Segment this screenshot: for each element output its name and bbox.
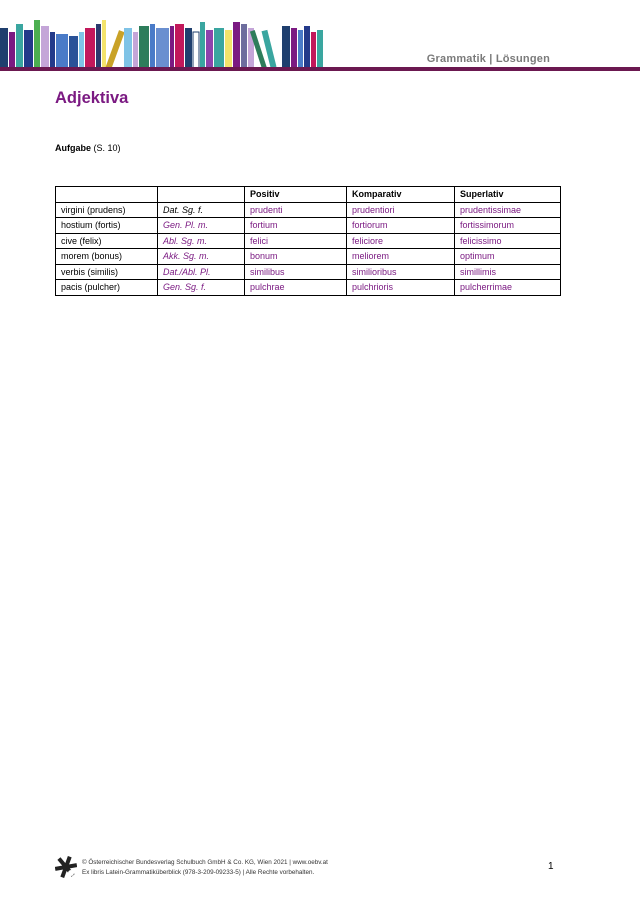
cell-superlativ: fortissimorum <box>455 218 561 234</box>
table-row <box>56 202 561 218</box>
table-row <box>56 264 561 280</box>
cell-form: Abl. Sg. m. <box>158 233 245 249</box>
cell-komparativ: meliorem <box>347 249 455 265</box>
task-title: Aufgabe <box>55 143 91 153</box>
cell-word: virgini (prudens) <box>56 202 158 218</box>
table-row <box>56 280 561 296</box>
column-header-komparativ: Komparativ <box>347 187 455 203</box>
column-header-positiv: Positiv <box>245 187 347 203</box>
cell-superlativ: prudentissimae <box>455 202 561 218</box>
header-label: Grammatik | Lösungen <box>426 53 550 65</box>
page-number: 1 <box>548 861 554 872</box>
column-header-word <box>56 187 158 203</box>
cell-form: Gen. Sg. f. <box>158 280 245 296</box>
cell-word: cive (felix) <box>56 233 158 249</box>
cell-positiv: fortium <box>245 218 347 234</box>
table-row <box>56 249 561 265</box>
cell-word: pacis (pulcher) <box>56 280 158 296</box>
footer-copyright <box>82 858 328 878</box>
cell-form: Dat./Abl. Pl. <box>158 264 245 280</box>
cell-form: Akk. Sg. m. <box>158 249 245 265</box>
cell-komparativ: pulchrioris <box>347 280 455 296</box>
cell-form: Dat. Sg. f. <box>158 202 245 218</box>
cell-word: morem (bonus) <box>56 249 158 265</box>
column-header-superlativ: Superlativ <box>455 187 561 203</box>
cell-positiv: felici <box>245 233 347 249</box>
publisher-logo-icon <box>55 856 77 878</box>
cell-word: hostium (fortis) <box>56 218 158 234</box>
cell-positiv: bonum <box>245 249 347 265</box>
cell-superlativ: pulcherrimae <box>455 280 561 296</box>
task-label <box>55 143 121 153</box>
cell-komparativ: similioribus <box>347 264 455 280</box>
table-row <box>56 233 561 249</box>
cell-komparativ: feliciore <box>347 233 455 249</box>
cell-positiv: prudenti <box>245 202 347 218</box>
table-header-row <box>56 187 561 203</box>
cell-superlativ: felicissimo <box>455 233 561 249</box>
cell-word: verbis (similis) <box>56 264 158 280</box>
bookshelf-banner <box>0 18 325 68</box>
cell-superlativ: simillimis <box>455 264 561 280</box>
table-row <box>56 218 561 234</box>
page-title: Adjektiva <box>55 89 129 107</box>
cell-form: Gen. Pl. m. <box>158 218 245 234</box>
task-reference: (S. 10) <box>93 143 121 153</box>
cell-positiv: similibus <box>245 264 347 280</box>
adjective-table <box>55 186 561 296</box>
cell-komparativ: fortiorum <box>347 218 455 234</box>
cell-superlativ: optimum <box>455 249 561 265</box>
cell-positiv: pulchrae <box>245 280 347 296</box>
footer-line-1: © Österreichischer Bundesverlag Schulbuch GmbH & Co. KG, Wien 2021 | www.oebv.at <box>82 859 328 866</box>
cell-komparativ: prudentiori <box>347 202 455 218</box>
header-rule <box>0 67 640 71</box>
footer-line-2: Ex libris Latein-Grammatiküberblick (978-3-209-09233-5) | Alle Rechte vorbehalten. <box>82 869 315 876</box>
column-header-form <box>158 187 245 203</box>
